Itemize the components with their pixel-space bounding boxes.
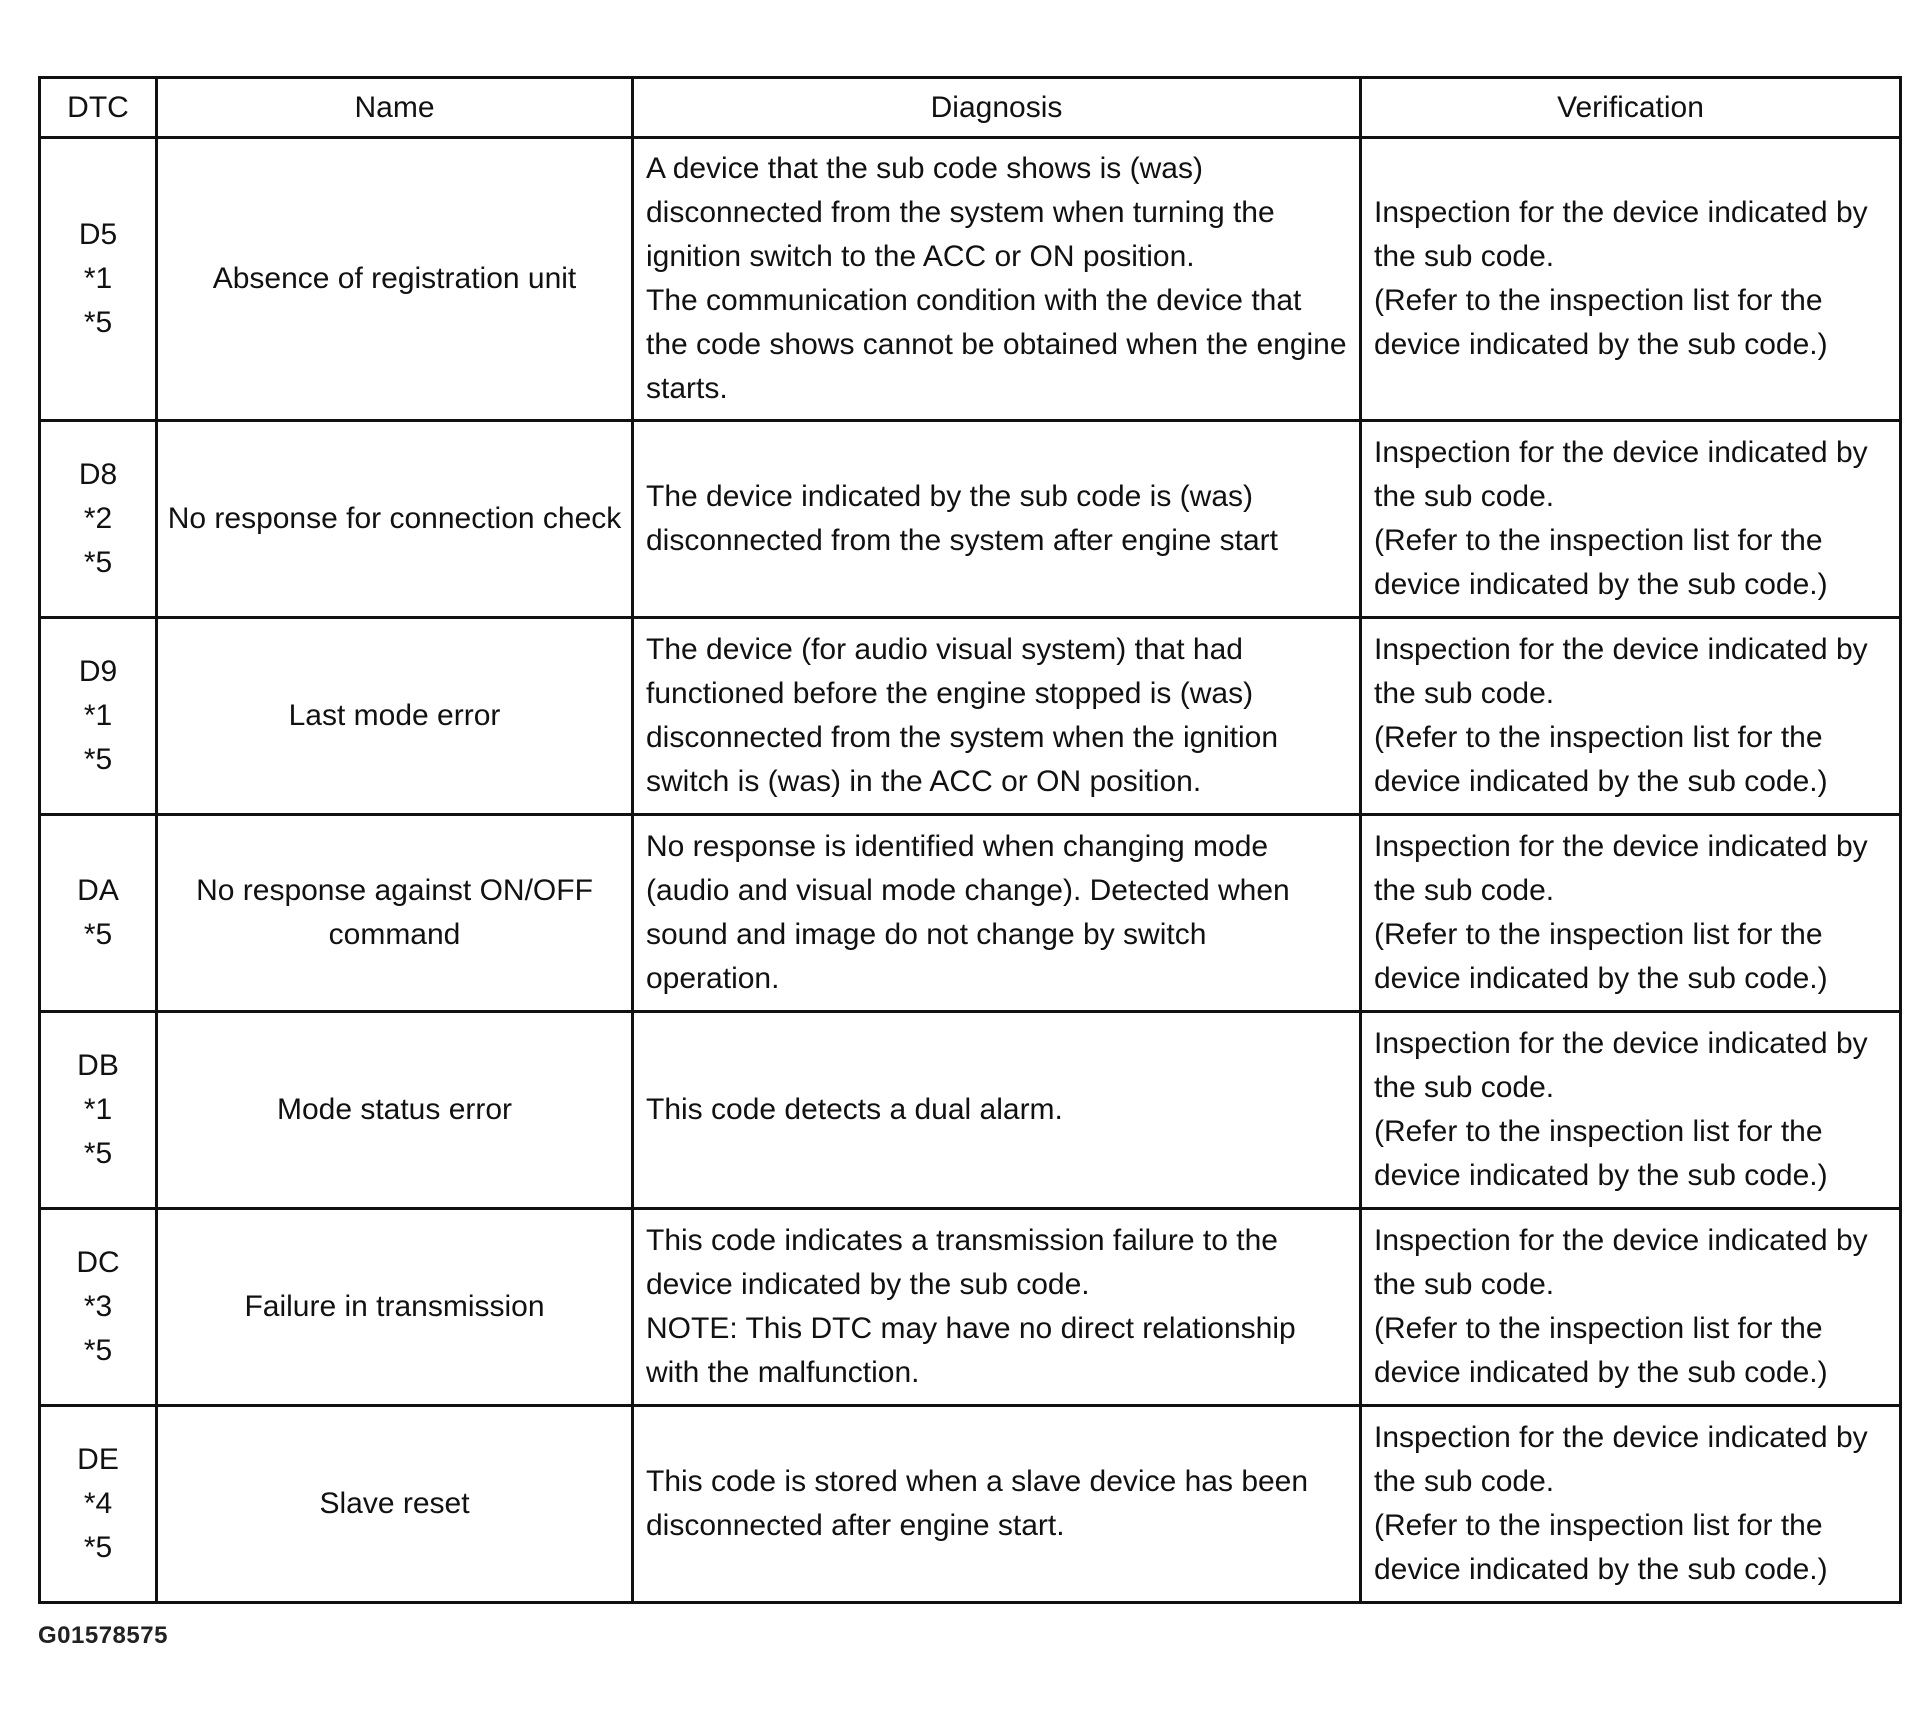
dtc-note-ref: *5	[83, 1334, 113, 1367]
dtc-name: Last mode error	[157, 618, 633, 815]
dtc-code: D8	[78, 458, 118, 491]
dtc-verification: Inspection for the device indicated by the sub code. (Refer to the inspection list for the device indicated by the sub code.)	[1361, 138, 1901, 421]
dtc-code-cell	[40, 1209, 157, 1406]
dtc-note-ref: *5	[83, 306, 113, 339]
dtc-name: Mode status error	[157, 1012, 633, 1209]
dtc-code-cell	[40, 815, 157, 1012]
table-row	[40, 1406, 1901, 1603]
dtc-code-cell	[40, 1406, 157, 1603]
dtc-note-ref: *5	[83, 546, 113, 579]
dtc-verification: Inspection for the device indicated by the sub code. (Refer to the inspection list for the device indicated by the sub code.)	[1361, 1406, 1901, 1603]
table-row	[40, 815, 1901, 1012]
header-name: Name	[157, 78, 633, 138]
dtc-code-cell	[40, 138, 157, 421]
dtc-name: Slave reset	[157, 1406, 633, 1603]
dtc-verification: Inspection for the device indicated by the sub code. (Refer to the inspection list for the device indicated by the sub code.)	[1361, 815, 1901, 1012]
dtc-note-ref: *1	[83, 1093, 113, 1126]
dtc-verification: Inspection for the device indicated by the sub code. (Refer to the inspection list for the device indicated by the sub code.)	[1361, 618, 1901, 815]
dtc-code-cell	[40, 421, 157, 618]
figure-id: G01578575	[38, 1622, 168, 1649]
dtc-note-ref: *5	[83, 1531, 113, 1564]
dtc-note-ref: *5	[83, 743, 113, 776]
header-diagnosis: Diagnosis	[633, 78, 1361, 138]
dtc-diagnosis: No response is identified when changing mode (audio and visual mode change). Detected when sound and image do not change by switch operation.	[633, 815, 1361, 1012]
dtc-diagnosis: This code indicates a transmission failure to the device indicated by the sub code. NOTE: This DTC may have no direct relationship with the malfunction.	[633, 1209, 1361, 1406]
dtc-code: DC	[76, 1246, 120, 1279]
dtc-diagnosis: A device that the sub code shows is (was) disconnected from the system when turning the ignition switch to the ACC or ON position. The communication condition with the device that the code shows cannot be obtained when the engine starts.	[633, 138, 1361, 421]
dtc-code: DB	[77, 1049, 119, 1082]
table-row	[40, 138, 1901, 421]
dtc-diagnosis: The device (for audio visual system) that had functioned before the engine stopped is (was) disconnected from the system when the ignition switch is (was) in the ACC or ON position.	[633, 618, 1361, 815]
table-row	[40, 1209, 1901, 1406]
dtc-code: DA	[77, 874, 119, 907]
dtc-table	[38, 76, 1902, 1604]
dtc-note-ref: *5	[83, 1137, 113, 1170]
dtc-code-cell	[40, 618, 157, 815]
dtc-verification: Inspection for the device indicated by the sub code. (Refer to the inspection list for the device indicated by the sub code.)	[1361, 421, 1901, 618]
dtc-name: Absence of registration unit	[157, 138, 633, 421]
table-row	[40, 618, 1901, 815]
table-header-row	[40, 78, 1901, 138]
table-row	[40, 1012, 1901, 1209]
dtc-diagnosis: The device indicated by the sub code is (was) disconnected from the system after engine start	[633, 421, 1361, 618]
dtc-note-ref: *5	[83, 918, 113, 951]
dtc-note-ref: *2	[83, 502, 113, 535]
header-dtc: DTC	[40, 78, 157, 138]
dtc-name: Failure in transmission	[157, 1209, 633, 1406]
table-row	[40, 421, 1901, 618]
dtc-diagnosis: This code is stored when a slave device has been disconnected after engine start.	[633, 1406, 1361, 1603]
dtc-code: D5	[78, 218, 118, 251]
dtc-code: D9	[78, 655, 118, 688]
dtc-verification: Inspection for the device indicated by the sub code. (Refer to the inspection list for the device indicated by the sub code.)	[1361, 1012, 1901, 1209]
dtc-note-ref: *4	[83, 1487, 113, 1520]
dtc-name: No response against ON/OFF command	[157, 815, 633, 1012]
dtc-code-cell	[40, 1012, 157, 1209]
dtc-note-ref: *1	[83, 699, 113, 732]
dtc-verification: Inspection for the device indicated by the sub code. (Refer to the inspection list for the device indicated by the sub code.)	[1361, 1209, 1901, 1406]
header-verification: Verification	[1361, 78, 1901, 138]
dtc-code: DE	[77, 1443, 119, 1476]
dtc-diagnosis: This code detects a dual alarm.	[633, 1012, 1361, 1209]
dtc-note-ref: *1	[83, 262, 113, 295]
dtc-note-ref: *3	[83, 1290, 113, 1323]
dtc-name: No response for connection check	[157, 421, 633, 618]
